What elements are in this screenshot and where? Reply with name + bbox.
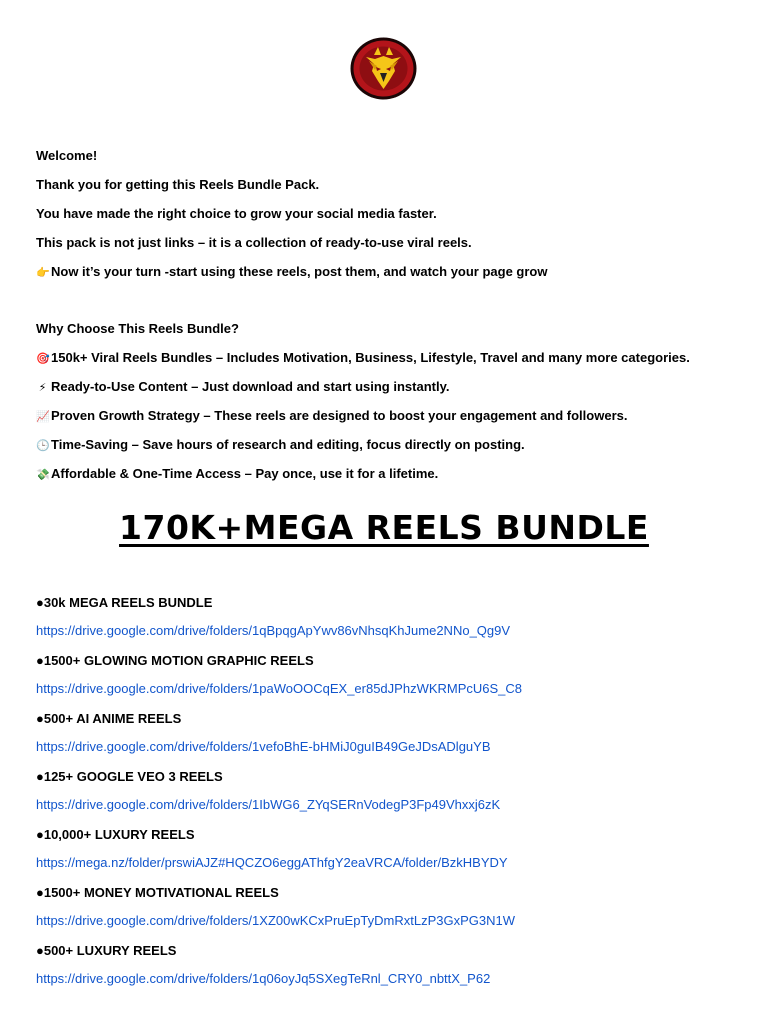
turn-line [36, 257, 736, 286]
bundle-name: ●1500+ MONEY MOTIVATIONAL REELS [36, 885, 279, 900]
welcome-text: Welcome! [36, 148, 98, 163]
why-item [36, 343, 736, 372]
bundle-list [36, 588, 736, 994]
why-heading: Why Choose This Reels Bundle? [36, 321, 239, 336]
why-item [36, 401, 736, 430]
bundle-link[interactable]: https://mega.nz/folder/prswiAJZ#HQCZO6eggAThfgY2eaVRCA/folder/BzkHBYDY [36, 855, 508, 870]
page-title [0, 508, 768, 547]
bundle-link[interactable]: https://drive.google.com/drive/folders/1qBpqgApYwv86vNhsqKhJume2NNo_Qg9V [36, 623, 511, 638]
bundle-link[interactable]: https://drive.google.com/drive/folders/1XZ00wKCxPruEpTyDmRxtLzP3GxPG3N1W [36, 913, 516, 928]
choice-text: You have made the right choice to grow your social media faster. [36, 206, 437, 221]
bundle-name: ●1500+ GLOWING MOTION GRAPHIC REELS [36, 653, 314, 668]
list-item [36, 820, 736, 878]
why-item-text: 150k+ Viral Reels Bundles – Includes Motivation, Business, Lifestyle, Travel and many more categories. [51, 350, 690, 365]
logo [350, 37, 417, 100]
why-item [36, 372, 736, 401]
collection-text: This pack is not just links – it is a collection of ready-to-use viral reels. [36, 235, 472, 250]
list-item [36, 588, 736, 646]
lightning-icon: ⚡ [38, 382, 47, 394]
spacer [36, 286, 736, 314]
bundle-name: ●10,000+ LUXURY REELS [36, 827, 195, 842]
pointing-hand-icon: 👉 [36, 267, 50, 279]
list-item [36, 762, 736, 820]
why-item [36, 430, 736, 459]
clock-icon: 🕒 [36, 440, 50, 452]
eagle-logo-icon [350, 37, 417, 100]
why-item-text: Proven Growth Strategy – These reels are designed to boost your engagement and followers. [51, 408, 628, 423]
bundle-name: ●30k MEGA REELS BUNDLE [36, 595, 213, 610]
bundle-link[interactable]: https://drive.google.com/drive/folders/1q06oyJq5SXegTeRnl_CRY0_nbttX_P62 [36, 971, 491, 986]
bundle-link[interactable]: https://drive.google.com/drive/folders/1IbWG6_ZYqSERnVodegP3Fp49Vhxxj6zK [36, 797, 501, 812]
why-item-text: Ready-to-Use Content – Just download and start using instantly. [51, 379, 450, 394]
bundle-name: ●500+ LUXURY REELS [36, 943, 177, 958]
bundle-link[interactable]: https://drive.google.com/drive/folders/1vefoBhE-bHMiJ0guIB49GeJDsADlguYB [36, 739, 491, 754]
list-item [36, 704, 736, 762]
turn-text: Now it’s your turn -start using these reels, post them, and watch your page grow [51, 264, 548, 279]
why-item-text: Affordable & One-Time Access – Pay once, use it for a lifetime. [51, 466, 439, 481]
bundle-name: ●125+ GOOGLE VEO 3 REELS [36, 769, 223, 784]
bundle-name: ●500+ AI ANIME REELS [36, 711, 182, 726]
list-item [36, 646, 736, 704]
bundle-link[interactable]: https://drive.google.com/drive/folders/1paWoOOCqEX_er85dJPhzWKRMPcU6S_C8 [36, 681, 523, 696]
list-item [36, 936, 736, 994]
list-item [36, 878, 736, 936]
thanks-text: Thank you for getting this Reels Bundle Pack. [36, 177, 320, 192]
why-item [36, 459, 736, 488]
chart-icon: 📈 [36, 411, 50, 423]
target-icon: 🎯 [36, 353, 50, 365]
why-item-text: Time-Saving – Save hours of research and editing, focus directly on posting. [51, 437, 525, 452]
title-text: 170K+MEGA REELS BUNDLE [119, 508, 649, 547]
intro-section [36, 141, 736, 488]
money-icon: 💸 [36, 469, 50, 481]
